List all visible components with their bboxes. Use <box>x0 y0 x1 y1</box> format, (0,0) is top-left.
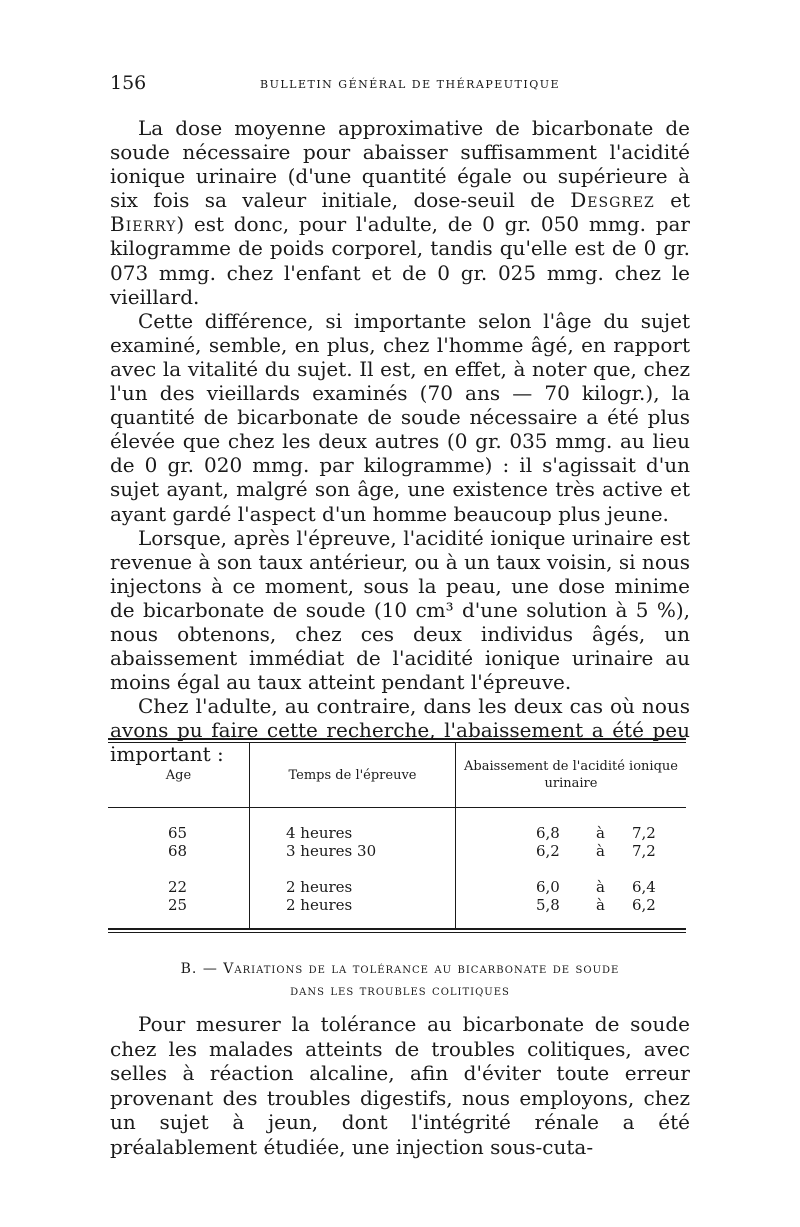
running-title: BULLETIN GÉNÉRAL DE THÉRAPEUTIQUE <box>260 78 561 91</box>
cell-age: 68 <box>168 842 188 860</box>
cell-to: 7,2 <box>632 842 656 860</box>
cell-from: 5,8 <box>536 896 560 914</box>
paragraph-text: Lorsque, après l'épreuve, l'acidité ionique urinaire est revenue à son taux antérieur, ou à un taux voisin, si nous injectons à ce moment, sous la peau, une dose minime de bicarbonate de soude (10 cm³ d'une solution à 5 %), nous obtenons, chez ces deux individus âgés, un abaissement immédiat de l'acidité ionique urinaire au moins égal au taux atteint pendant l'épreuve. <box>110 525 690 695</box>
paragraph-2 <box>110 309 690 526</box>
author-name: Bierry <box>110 212 177 237</box>
cell-sep: à <box>596 824 605 842</box>
cell-age: 22 <box>168 878 188 896</box>
table-body <box>108 808 686 928</box>
body-text <box>110 116 690 767</box>
column-divider <box>249 808 250 928</box>
paragraph-text: et <box>654 188 690 213</box>
body-text <box>110 1012 690 1159</box>
table-header <box>108 743 686 807</box>
cell-duration: 4 heures <box>286 824 353 842</box>
cell-duration: 2 heures <box>286 878 353 896</box>
cell-sep: à <box>596 878 605 896</box>
cell-from: 6,8 <box>536 824 560 842</box>
paragraph-text: Chez l'adulte, au contraire, dans les deux cas où nous avons pu faire cette recherche, l'abaissement a été peu important : <box>110 694 690 767</box>
column-divider <box>455 808 456 928</box>
paragraph-5 <box>110 1012 690 1159</box>
page-header <box>110 72 690 96</box>
paragraph-3 <box>110 526 690 695</box>
data-table <box>108 738 686 933</box>
cell-sep: à <box>596 896 605 914</box>
cell-from: 6,0 <box>536 878 560 896</box>
cell-age: 25 <box>168 896 188 914</box>
header-duration: Temps de l'épreuve <box>288 768 417 783</box>
section-heading-line: dans les troubles colitiques <box>290 983 510 999</box>
cell-to: 6,2 <box>632 896 656 914</box>
column-divider <box>455 743 456 807</box>
paragraph-text: Cette différence, si importante selon l'âge du sujet examiné, semble, en plus, chez l'homme âgé, en rapport avec la vitalité du sujet. Il est, en effet, à noter que, chez l'un des vieillards examinés (70 ans — 70 kilogr.), la quantité de bicarbonate de soude nécessaire a été plus élevée que chez les deux autres (0 gr. 035 mmg. au lieu de 0 gr. 020 mmg. par kilogramme) : il s'agissait d'un sujet ayant, malgré son âge, une existence très active et ayant gardé l'aspect d'un homme beaucoup plus jeune. <box>110 308 690 526</box>
paragraph-1 <box>110 116 690 309</box>
cell-from: 6,2 <box>536 842 560 860</box>
section-heading <box>110 958 690 1002</box>
cell-duration: 3 heures 30 <box>286 842 377 860</box>
header-decrease: Abaissement de l'acidité ionique urinaire <box>464 759 678 791</box>
cell-to: 7,2 <box>632 824 656 842</box>
cell-sep: à <box>596 842 605 860</box>
cell-to: 6,4 <box>632 878 656 896</box>
paragraph-text: Pour mesurer la tolérance au bicarbonate de soude chez les malades atteints de troubles colitiques, avec selles à réaction alcaline, afin d'éviter toute erreur provenant des troubles digestifs, nous employons, chez un sujet à jeun, dont l'intégrité rénale a été préalablement étudiée, une injection sous-cuta- <box>110 1012 690 1159</box>
section-heading-line: B. — Variations de la tolérance au bicarbonate de soude <box>180 961 620 977</box>
table-bottom-rule <box>108 928 686 933</box>
header-age: Age <box>165 768 192 783</box>
cell-age: 65 <box>168 824 188 842</box>
author-name: Desgrez <box>570 188 655 213</box>
paragraph-text: La dose moyenne approximative de bicarbonate de soude nécessaire pour abaisser suffisamment l'acidité ionique urinaire (d'une quantité égale ou supérieure à six fois sa valeur initiale, dose-seuil de <box>110 116 690 213</box>
page-number: 156 <box>110 72 147 94</box>
cell-duration: 2 heures <box>286 896 353 914</box>
paragraph-text: ) est donc, pour l'adulte, de 0 gr. 050 mmg. par kilogramme de poids corporel, tandis qu'elle est de 0 gr. 073 mmg. chez l'enfant et de 0 gr. 025 mmg. chez le vieillard. <box>110 212 690 309</box>
